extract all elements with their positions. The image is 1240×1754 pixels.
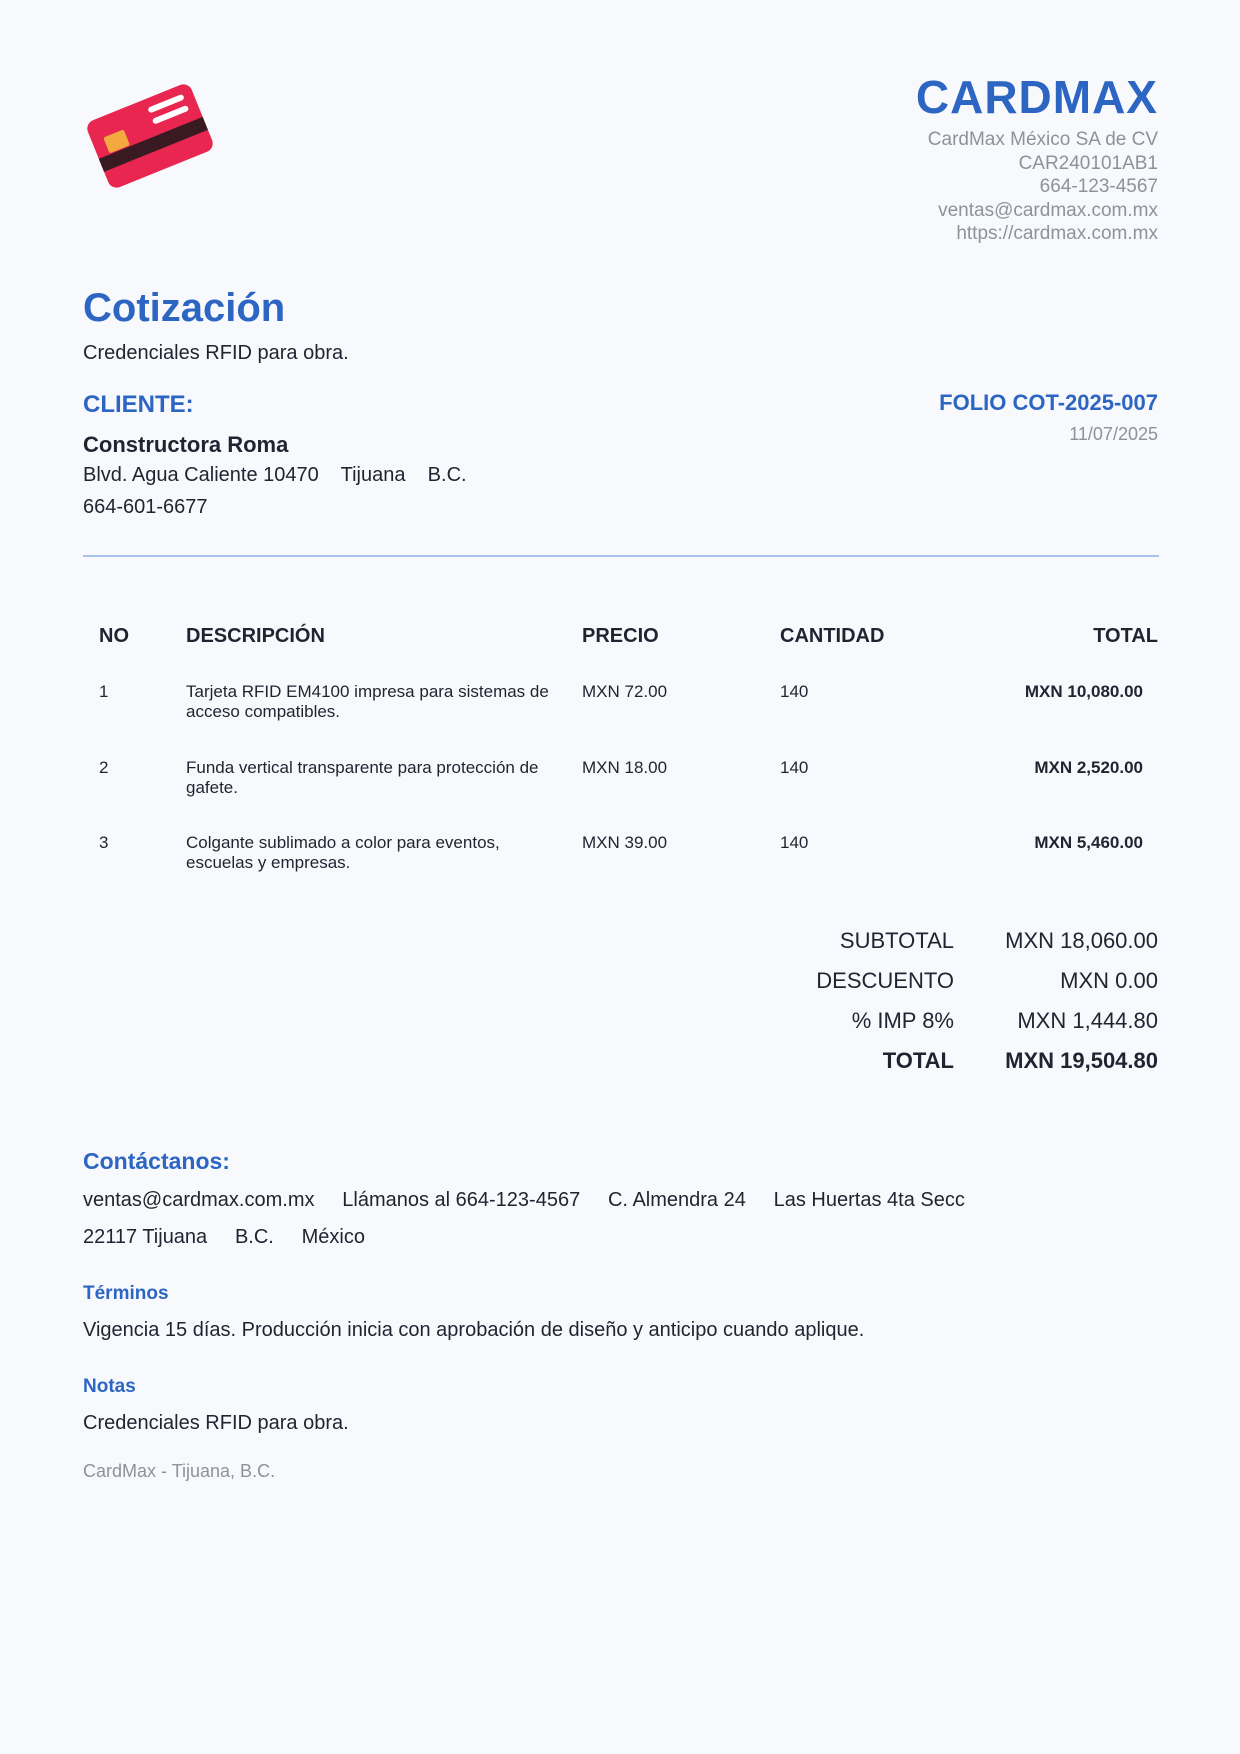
item-no: 1 bbox=[99, 682, 109, 701]
notes-title: Notas bbox=[83, 1376, 136, 1397]
company-phone: 664-123-4567 bbox=[1039, 176, 1158, 197]
table-row bbox=[0, 833, 1240, 893]
item-description: Colgante sublimado a color para eventos, escuelas y empresas. bbox=[186, 833, 500, 872]
item-quantity: 140 bbox=[780, 833, 809, 852]
footer: CardMax - Tijuana, B.C. bbox=[83, 1461, 276, 1481]
header-description: DESCRIPCIÓN bbox=[186, 625, 325, 647]
header-no: NO bbox=[99, 625, 129, 647]
discount-row bbox=[0, 968, 1240, 1008]
contact-address: 22117 Tijuana B.C. México bbox=[83, 1226, 365, 1248]
item-total: MXN 10,080.00 bbox=[1024, 682, 1143, 701]
discount-label: DESCUENTO bbox=[816, 968, 954, 993]
item-quantity: 140 bbox=[780, 682, 809, 701]
company-brand: CARDMAX bbox=[915, 71, 1158, 123]
item-no: 2 bbox=[99, 758, 109, 777]
client-name: Constructora Roma bbox=[83, 432, 289, 457]
subtotal-label: SUBTOTAL bbox=[839, 928, 954, 953]
item-price: MXN 72.00 bbox=[582, 682, 668, 701]
company-legal-name: CardMax México SA de CV bbox=[927, 129, 1158, 150]
discount-value: MXN 0.00 bbox=[1060, 968, 1158, 993]
contact-details: ventas@cardmax.com.mx Llámanos al 664-123-4567 C. Almendra 24 Las Huertas 4ta Secc bbox=[83, 1189, 965, 1211]
company-info bbox=[916, 70, 1158, 246]
terms-text: Vigencia 15 días. Producción inicia con aprobación de diseño y anticipo cuando aplique. bbox=[83, 1319, 865, 1341]
item-total: MXN 5,460.00 bbox=[1034, 833, 1143, 852]
notes-text: Credenciales RFID para obra. bbox=[83, 1412, 349, 1434]
subtotal-value: MXN 18,060.00 bbox=[1005, 928, 1158, 953]
divider bbox=[83, 555, 1159, 557]
item-price: MXN 39.00 bbox=[582, 833, 668, 852]
credit-card-icon bbox=[84, 78, 216, 194]
folio: FOLIO COT-2025-007 bbox=[939, 390, 1158, 415]
grand-total-label: TOTAL bbox=[882, 1048, 954, 1073]
header-total: TOTAL bbox=[1093, 625, 1158, 647]
document-subtitle: Credenciales RFID para obra. bbox=[83, 342, 349, 364]
client-address: Blvd. Agua Caliente 10470 Tijuana B.C. bbox=[83, 464, 467, 486]
item-description: Funda vertical transparente para protección de gafete. bbox=[186, 758, 539, 797]
item-total: MXN 2,520.00 bbox=[1034, 758, 1143, 777]
table-row bbox=[0, 758, 1240, 818]
grand-total-row bbox=[0, 1048, 1240, 1088]
company-website[interactable]: https://cardmax.com.mx bbox=[956, 223, 1158, 244]
table-row bbox=[0, 682, 1240, 742]
item-description: Tarjeta RFID EM4100 impresa para sistemas de acceso compatibles. bbox=[186, 682, 549, 721]
contact-title: Contáctanos: bbox=[83, 1148, 230, 1174]
item-no: 3 bbox=[99, 833, 109, 852]
client-phone: 664-601-6677 bbox=[83, 496, 208, 518]
item-price: MXN 18.00 bbox=[582, 758, 668, 777]
header-price: PRECIO bbox=[582, 625, 659, 647]
tax-value: MXN 1,444.80 bbox=[1017, 1008, 1158, 1033]
header-quantity: CANTIDAD bbox=[780, 625, 885, 647]
tax-row bbox=[0, 1008, 1240, 1048]
subtotal-row bbox=[0, 928, 1240, 968]
company-email[interactable]: ventas@cardmax.com.mx bbox=[938, 199, 1158, 221]
company-rfc: CAR240101AB1 bbox=[1018, 152, 1158, 174]
document-date: 11/07/2025 bbox=[1069, 424, 1158, 444]
grand-total-value: MXN 19,504.80 bbox=[1005, 1048, 1158, 1073]
client-label: CLIENTE: bbox=[83, 391, 194, 418]
document-title: Cotización bbox=[83, 286, 286, 330]
terms-title: Términos bbox=[83, 1283, 169, 1304]
tax-label: % IMP 8% bbox=[851, 1008, 954, 1033]
item-quantity: 140 bbox=[780, 758, 809, 777]
